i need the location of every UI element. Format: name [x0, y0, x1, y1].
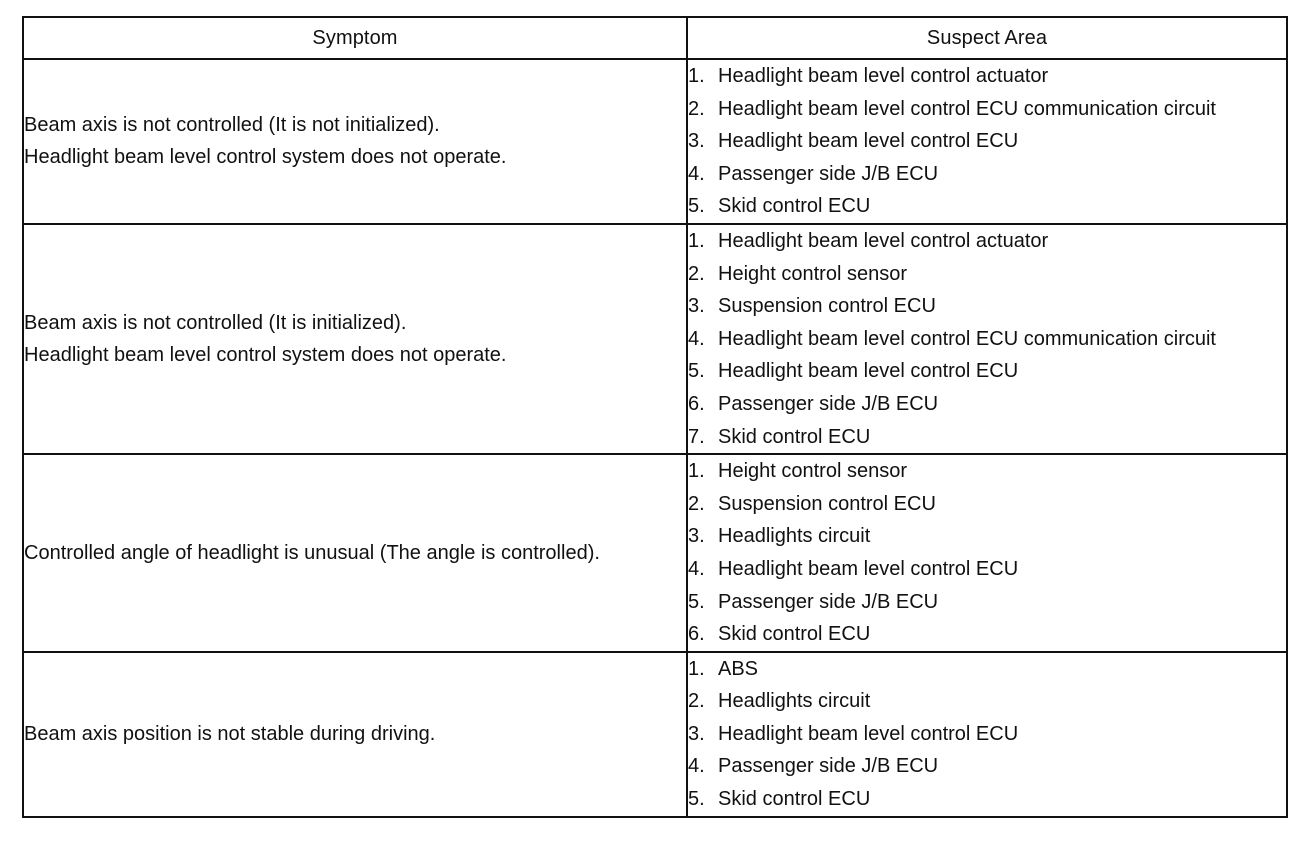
suspect-area-number: 3.	[688, 295, 705, 318]
suspect-area-text: Headlights circuit	[718, 525, 871, 548]
suspect-area-item	[688, 355, 1286, 388]
symptom-text-line: Beam axis is not controlled (It is not initialized).	[24, 114, 440, 137]
suspect-area-item	[688, 190, 1286, 223]
suspect-area-item	[688, 421, 1286, 454]
suspect-area-number: 4.	[688, 755, 705, 778]
suspect-area-item	[688, 553, 1286, 586]
suspect-area-number: 2.	[688, 262, 705, 285]
suspect-area-text: Headlight beam level control actuator	[718, 65, 1049, 87]
suspect-area-item	[688, 323, 1286, 356]
suspect-area-text: Suspension control ECU	[718, 492, 936, 515]
symptom-text-line: Headlight beam level control system does not operate.	[24, 344, 507, 367]
suspect-area-item	[688, 125, 1286, 158]
suspect-area-cell	[687, 59, 1287, 224]
suspect-area-number: 6.	[688, 623, 705, 646]
table-row	[23, 224, 1287, 454]
suspect-area-number: 1.	[688, 657, 705, 680]
table-row	[23, 454, 1287, 652]
suspect-area-number: 1.	[688, 460, 705, 483]
suspect-area-item	[688, 653, 1286, 686]
symptom-cell	[23, 224, 687, 454]
suspect-area-number: 2.	[688, 97, 705, 120]
suspect-area-text: Headlights circuit	[718, 690, 871, 713]
table-row	[23, 59, 1287, 224]
suspect-area-list	[688, 653, 1286, 816]
suspect-area-text: Skid control ECU	[718, 623, 871, 646]
symptom-cell	[23, 59, 687, 224]
suspect-area-number: 3.	[688, 525, 705, 548]
suspect-area-text: Passenger side J/B ECU	[718, 590, 939, 613]
suspect-area-number: 5.	[688, 195, 705, 218]
suspect-area-item	[688, 618, 1286, 651]
suspect-area-item	[688, 718, 1286, 751]
header-row	[23, 17, 1287, 59]
symptom-cell	[23, 652, 687, 817]
suspect-area-number: 4.	[688, 162, 705, 185]
suspect-area-item	[688, 388, 1286, 421]
suspect-area-item	[688, 60, 1286, 93]
suspect-area-text: Headlight beam level control ECU	[718, 360, 1019, 383]
suspect-area-cell	[687, 652, 1287, 817]
suspect-area-item	[688, 93, 1286, 126]
suspect-area-number: 5.	[688, 360, 705, 383]
suspect-area-text: Headlight beam level control ECU	[718, 557, 1019, 580]
suspect-area-number: 3.	[688, 130, 705, 153]
suspect-area-text: Height control sensor	[718, 262, 907, 285]
suspect-area-item	[688, 488, 1286, 521]
suspect-area-text: Passenger side J/B ECU	[718, 755, 939, 778]
suspect-area-text: Headlight beam level control ECU	[718, 130, 1019, 153]
suspect-area-item	[688, 455, 1286, 488]
suspect-area-list	[688, 455, 1286, 651]
suspect-area-item	[688, 750, 1286, 783]
suspect-area-text: Headlight beam level control actuator	[718, 229, 1049, 252]
suspect-area-cell	[687, 454, 1287, 652]
suspect-area-number: 4.	[688, 327, 705, 350]
suspect-area-text: Skid control ECU	[718, 195, 871, 218]
symptom-text-line: Controlled angle of headlight is unusual (The angle is controlled).	[24, 541, 600, 564]
suspect-area-list	[688, 225, 1286, 453]
suspect-area-number: 3.	[688, 722, 705, 745]
suspect-area-item	[688, 586, 1286, 619]
symptom-table	[22, 16, 1288, 818]
suspect-area-column-header: Suspect Area	[687, 17, 1287, 59]
suspect-area-text: Passenger side J/B ECU	[718, 392, 939, 415]
suspect-area-item	[688, 520, 1286, 553]
suspect-area-item	[688, 783, 1286, 816]
suspect-area-list	[688, 60, 1286, 223]
symptom-text-line: Beam axis position is not stable during driving.	[24, 722, 436, 745]
suspect-area-cell	[687, 224, 1287, 454]
symptom-text-line: Headlight beam level control system does not operate.	[24, 146, 507, 169]
suspect-area-item	[688, 258, 1286, 291]
suspect-area-text: Passenger side J/B ECU	[718, 162, 939, 185]
symptom-column-header: Symptom	[23, 17, 687, 59]
suspect-area-text: Skid control ECU	[718, 425, 871, 448]
suspect-area-text: Headlight beam level control ECU communication circuit	[718, 97, 1216, 120]
table-row	[23, 652, 1287, 817]
suspect-area-number: 5.	[688, 788, 705, 811]
suspect-area-item	[688, 685, 1286, 718]
suspect-area-number: 2.	[688, 492, 705, 515]
suspect-area-number: 1.	[688, 229, 705, 252]
suspect-area-number: 4.	[688, 557, 705, 580]
suspect-area-item	[688, 290, 1286, 323]
suspect-area-number: 2.	[688, 690, 705, 713]
suspect-area-text: Suspension control ECU	[718, 295, 936, 318]
suspect-area-text: Headlight beam level control ECU	[718, 722, 1019, 745]
suspect-area-text: Height control sensor	[718, 460, 907, 483]
symptom-text-line: Beam axis is not controlled (It is initialized).	[24, 311, 407, 334]
suspect-area-number: 5.	[688, 590, 705, 613]
symptom-cell	[23, 454, 687, 652]
table-body	[23, 59, 1287, 817]
suspect-area-text: ABS	[718, 657, 759, 680]
suspect-area-text: Headlight beam level control ECU communication circuit	[718, 327, 1216, 350]
suspect-area-number: 6.	[688, 392, 705, 415]
suspect-area-text: Skid control ECU	[718, 788, 871, 811]
suspect-area-number: 7.	[688, 425, 705, 448]
suspect-area-item	[688, 225, 1286, 258]
suspect-area-number: 1.	[688, 65, 705, 87]
suspect-area-item	[688, 158, 1286, 191]
table-header	[23, 17, 1287, 59]
